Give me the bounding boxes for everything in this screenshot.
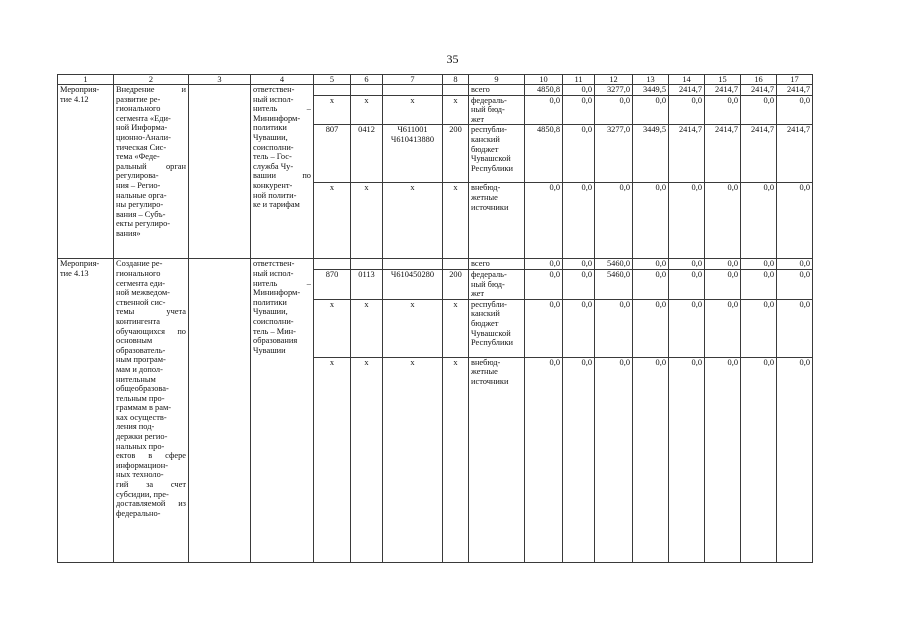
funding-source-cell: федераль- ный бюд- жет <box>469 269 525 299</box>
amount-cell: 0,0 <box>669 357 705 562</box>
column-number: 12 <box>595 75 633 85</box>
amount-cell: 0,0 <box>777 299 813 357</box>
amount-cell: 0,0 <box>705 299 741 357</box>
amount-cell: 5460,0 <box>595 259 633 270</box>
amount-cell: 0,0 <box>525 259 563 270</box>
amount-cell: 0,0 <box>563 269 595 299</box>
amount-cell: 0,0 <box>595 299 633 357</box>
column-number: 9 <box>469 75 525 85</box>
amount-cell: 0,0 <box>741 95 777 125</box>
column-number: 6 <box>351 75 383 85</box>
amount-cell: 0,0 <box>563 85 595 96</box>
budget-code-cell <box>314 85 351 96</box>
budget-code-cell: x <box>383 183 443 259</box>
column-3-cell <box>189 259 251 562</box>
amount-cell: 0,0 <box>563 183 595 259</box>
amount-cell: 2414,7 <box>777 125 813 183</box>
amount-cell: 0,0 <box>705 183 741 259</box>
amount-cell: 0,0 <box>777 183 813 259</box>
funding-source-cell: республи- канский бюджет Чувашской Республики <box>469 299 525 357</box>
amount-cell: 5460,0 <box>595 269 633 299</box>
column-number: 10 <box>525 75 563 85</box>
budget-code-cell <box>351 85 383 96</box>
amount-cell: 0,0 <box>563 299 595 357</box>
amount-cell: 0,0 <box>525 269 563 299</box>
funding-source-cell: всего <box>469 85 525 96</box>
budget-code-cell: x <box>443 95 469 125</box>
amount-cell: 0,0 <box>525 357 563 562</box>
amount-cell: 0,0 <box>777 259 813 270</box>
column-number: 11 <box>563 75 595 85</box>
amount-cell: 0,0 <box>777 269 813 299</box>
amount-cell: 2414,7 <box>741 125 777 183</box>
executors-cell: ответствен- ный испол- нитель – Мининформ- политики Чувашии, соисполни- тель – Мин- образования Чувашии <box>251 259 314 562</box>
amount-cell: 0,0 <box>741 269 777 299</box>
amount-cell: 2414,7 <box>705 85 741 96</box>
budget-code-cell: x <box>383 299 443 357</box>
budget-code-cell <box>383 259 443 270</box>
budget-code-cell: x <box>351 299 383 357</box>
event-name-cell: Внедрение и развитие ре- гионального сегмента «Еди- ной Информа- ционно-Анали- тическая Сис- тема «Феде- ральный орган регулирова- ния – Регио- нальные орга- ны регулиро- вания – Субъ- екты регулиро- вания» <box>114 85 189 259</box>
amount-cell: 0,0 <box>741 357 777 562</box>
amount-cell: 0,0 <box>595 95 633 125</box>
page-number: 35 <box>446 52 459 66</box>
funding-source-cell: республи- канский бюджет Чувашской Республики <box>469 125 525 183</box>
executors-cell: ответствен- ный испол- нитель – Мининформ- политики Чувашии, соисполни- тель – Гос- служба Чу- вашии по конкурент- ной полити- ке и тарифам <box>251 85 314 259</box>
amount-cell: 0,0 <box>633 299 669 357</box>
program-events-table <box>57 74 813 563</box>
event-name-cell: Создание ре- гионального сегмента еди- ной межведом- ственной сис- темы учета контингента обучающихся по основным образователь- ным програм- мам и допол- нительным общеобразова- тельным про- граммам в рам- ках осуществ- ления под- держки регио- нальных про- ектов в сфере информацион- ных техноло- гий за счет субсидии, пре- доставляемой из федерально- <box>114 259 189 562</box>
budget-code-cell: 0412 <box>351 125 383 183</box>
budget-code-cell: Ч611001 Ч610413880 <box>383 125 443 183</box>
column-number: 13 <box>633 75 669 85</box>
amount-cell: 0,0 <box>669 95 705 125</box>
amount-cell: 0,0 <box>563 125 595 183</box>
amount-cell: 3277,0 <box>595 85 633 96</box>
funding-source-cell: всего <box>469 259 525 270</box>
budget-code-cell <box>383 85 443 96</box>
event-number-cell: Мероприя- тие 4.13 <box>58 259 114 562</box>
column-number-row <box>58 75 813 85</box>
amount-cell: 0,0 <box>633 357 669 562</box>
amount-cell: 0,0 <box>705 259 741 270</box>
amount-cell: 0,0 <box>705 269 741 299</box>
amount-cell: 0,0 <box>705 357 741 562</box>
column-number: 8 <box>443 75 469 85</box>
budget-code-cell: 200 <box>443 125 469 183</box>
amount-cell: 3449,5 <box>633 125 669 183</box>
amount-cell: 0,0 <box>563 95 595 125</box>
table-row <box>58 85 813 96</box>
amount-cell: 0,0 <box>741 299 777 357</box>
amount-cell: 0,0 <box>777 357 813 562</box>
budget-code-cell: x <box>443 299 469 357</box>
budget-code-cell: 870 <box>314 269 351 299</box>
amount-cell: 2414,7 <box>669 125 705 183</box>
budget-code-cell <box>443 259 469 270</box>
column-number: 16 <box>741 75 777 85</box>
amount-cell: 0,0 <box>595 183 633 259</box>
amount-cell: 2414,7 <box>741 85 777 96</box>
budget-code-cell: x <box>314 357 351 562</box>
budget-code-cell: x <box>314 299 351 357</box>
table-row <box>58 259 813 270</box>
amount-cell: 2414,7 <box>705 125 741 183</box>
amount-cell: 0,0 <box>741 259 777 270</box>
amount-cell: 0,0 <box>669 259 705 270</box>
funding-source-cell: внебюд- жетные источники <box>469 357 525 562</box>
budget-code-cell: x <box>443 357 469 562</box>
budget-code-cell <box>351 259 383 270</box>
amount-cell: 0,0 <box>741 183 777 259</box>
amount-cell: 0,0 <box>595 357 633 562</box>
event-number-cell: Мероприя- тие 4.12 <box>58 85 114 259</box>
budget-code-cell: x <box>314 95 351 125</box>
amount-cell: 0,0 <box>705 95 741 125</box>
column-number: 5 <box>314 75 351 85</box>
amount-cell: 3277,0 <box>595 125 633 183</box>
budget-code-cell: 0113 <box>351 269 383 299</box>
amount-cell: 0,0 <box>777 95 813 125</box>
amount-cell: 0,0 <box>633 259 669 270</box>
column-number: 17 <box>777 75 813 85</box>
amount-cell: 4850,8 <box>525 125 563 183</box>
column-3-cell <box>189 85 251 259</box>
budget-code-cell: 200 <box>443 269 469 299</box>
amount-cell: 3449,5 <box>633 85 669 96</box>
funding-source-cell: федераль- ный бюд- жет <box>469 95 525 125</box>
budget-code-cell: x <box>383 357 443 562</box>
column-number: 7 <box>383 75 443 85</box>
budget-code-cell: 807 <box>314 125 351 183</box>
budget-code-cell: x <box>314 183 351 259</box>
column-number: 1 <box>58 75 114 85</box>
amount-cell: 2414,7 <box>669 85 705 96</box>
amount-cell: 0,0 <box>525 299 563 357</box>
column-number: 14 <box>669 75 705 85</box>
amount-cell: 0,0 <box>633 269 669 299</box>
amount-cell: 0,0 <box>669 299 705 357</box>
amount-cell: 0,0 <box>563 357 595 562</box>
funding-source-cell: внебюд- жетные источники <box>469 183 525 259</box>
amount-cell: 4850,8 <box>525 85 563 96</box>
budget-code-cell <box>443 85 469 96</box>
budget-code-cell: x <box>351 95 383 125</box>
column-number: 2 <box>114 75 189 85</box>
budget-code-cell: x <box>443 183 469 259</box>
amount-cell: 0,0 <box>633 183 669 259</box>
column-number: 15 <box>705 75 741 85</box>
amount-cell: 0,0 <box>633 95 669 125</box>
budget-code-cell: x <box>383 95 443 125</box>
budget-code-cell <box>314 259 351 270</box>
amount-cell: 0,0 <box>525 183 563 259</box>
budget-code-cell: x <box>351 357 383 562</box>
amount-cell: 0,0 <box>525 95 563 125</box>
budget-code-cell: Ч610450280 <box>383 269 443 299</box>
amount-cell: 2414,7 <box>777 85 813 96</box>
column-number: 3 <box>189 75 251 85</box>
amount-cell: 0,0 <box>669 183 705 259</box>
amount-cell: 0,0 <box>669 269 705 299</box>
amount-cell: 0,0 <box>563 259 595 270</box>
column-number: 4 <box>251 75 314 85</box>
budget-code-cell: x <box>351 183 383 259</box>
